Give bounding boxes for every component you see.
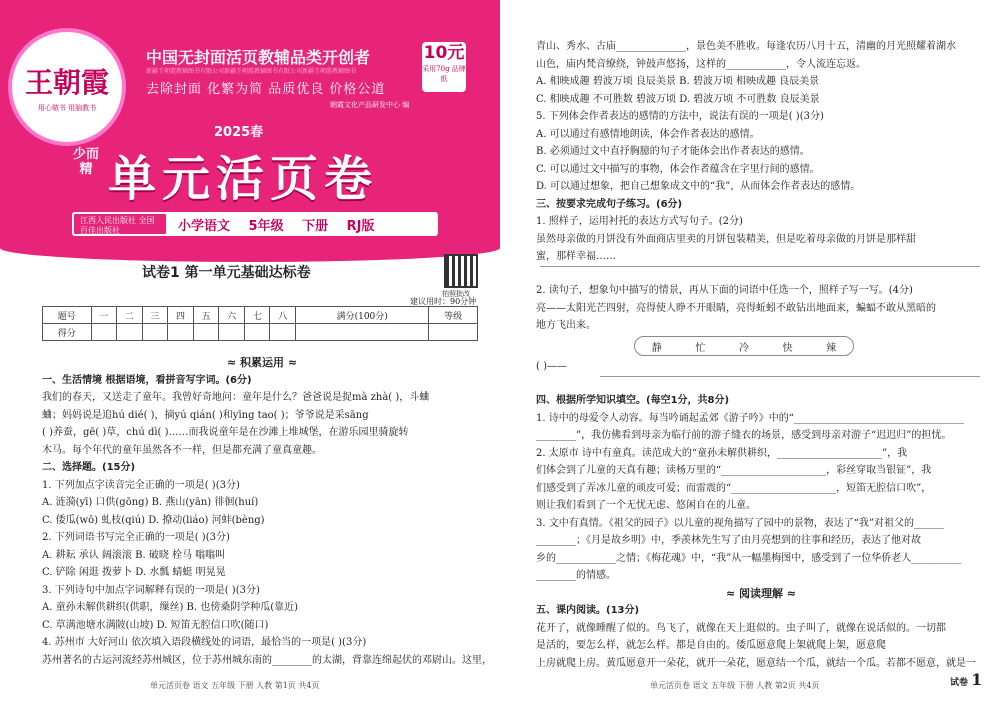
text-line: 花开了，就像睡醒了似的。鸟飞了，就像在天上逛似的。虫子叫了，就像在说话似的。一切都 <box>536 622 946 634</box>
score-cell[interactable] <box>270 324 296 341</box>
text-line: 山色，庙内梵音缭绕，钟鼓声悠扬，这样的____________，令人流连忘返。 <box>536 58 866 70</box>
text-line: C. 可以通过文中描写的事物，体会作者蕴含在字里行间的感情。 <box>536 163 820 175</box>
score-header-cell: 等级 <box>429 307 478 324</box>
word-option[interactable]: 忙 <box>695 342 706 354</box>
text-line: C. 相映成趣 不可胜数 碧波万顷 D. 碧波万顷 不可胜数 良辰美景 <box>536 93 820 105</box>
text-line: 2. 太原市 诗中有童真。读范成大的“童孙未解供耕织，_____________________”，我 <box>536 447 908 459</box>
text-line: 们感受到了弄冰儿童的顽皮可爱；而雷震的“_____________________，短笛无腔信口吹”， <box>536 482 932 494</box>
text-line: 四、根据所学知识填空。(每空1分，共8分) <box>536 395 730 406</box>
right-top <box>536 38 986 266</box>
left-questions <box>42 372 492 670</box>
text-line: 乡的____________之情；《梅花魂》中，“我”从一幅墨梅图中，感受到了一位华侨老人__________ <box>536 552 962 564</box>
text-line: A. 可以通过有感情地朗读，体会作者表达的感情。 <box>536 128 760 140</box>
text-line: 1. 诗中的母爱令人动容。每当吟诵起孟郊《游子吟》中的“__________________________________ <box>536 412 964 424</box>
score-cell[interactable] <box>193 324 219 341</box>
score-cell[interactable] <box>142 324 168 341</box>
text-line: 我们的春天，又送走了童年。我曾好奇地问：童年是什么？爸爸说是捉mà zhà( )，斗蛐 <box>42 392 430 403</box>
text-line: 2. 读句子，想象句中描写的情景，再从下面的词语中任选一个，照样子写一写。(4分) <box>536 285 913 296</box>
subject: 小学语文 <box>178 218 231 234</box>
term: 下册 <box>302 218 329 234</box>
text-line: 则让我们看到了一个无忧无虑、悠闲自在的儿童。 <box>536 500 756 511</box>
word-option[interactable]: 静 <box>651 342 662 354</box>
text-line: 3. 文中有真情。《祖父的园子》以儿童的视角描写了园中的景物，表达了“我”对祖父的______ <box>536 517 944 529</box>
score-header-cell: 七 <box>244 307 270 324</box>
score-cell[interactable] <box>244 324 270 341</box>
text-line: A. 涟漪(yī) 口供(gōng) B. 燕山(yān) 徘徊(huí) <box>42 497 259 508</box>
text-line: 苏州著名的古运河流经苏州城区，位于苏州城东南的________的太湖，背靠连绵起伏的邓尉山。这里， <box>42 654 492 666</box>
score-table <box>42 306 478 341</box>
text-line: A. 童孙未解供耕织(供职，缫丝) B. 也傍桑阴学种瓜(靠近) <box>42 602 299 613</box>
score-header-cell: 题号 <box>43 307 92 324</box>
text-line: A. 相映成趣 碧波万顷 良辰美景 B. 碧波万顷 相映成趣 良辰美景 <box>536 76 820 87</box>
info-bar <box>72 212 438 236</box>
text-line: D. 可以通过想象，把自己想象成文中的“我”，从而体会作者表达的感情。 <box>536 181 861 192</box>
text-line: 二、选择题。(15分) <box>42 462 136 473</box>
text-line: 木马。每个年代的童年虽然各不一样，但是都充满了童真童趣。 <box>42 444 322 456</box>
logo-name: 王朝霞 <box>24 66 109 99</box>
text-line: 三、按要求完成句子练习。(6分) <box>536 198 683 210</box>
text-line: 5. 下列体会作者表达的感情的方法中，说法有误的一项是( )(3分) <box>536 111 824 122</box>
text-line: 是活的，要怎么样，就怎么样。都是自由的。倭瓜愿意爬上架就爬上架，愿意爬 <box>536 640 886 651</box>
qr-code-icon[interactable] <box>444 254 478 288</box>
text-line: ________”，我仿佛看到母亲为临行前的游子缝衣的场景，感受到母亲对游子“迟迟归”的担忧。 <box>536 430 952 441</box>
page-footer-2: 单元活页卷 语文 五年级 下册 人教 第2页 共4页 <box>650 681 820 690</box>
text-line: C. 铲除 闲逛 拨萝卜 D. 水瓢 蜻蜓 明晃晃 <box>42 567 226 578</box>
score-header-cell: 八 <box>270 307 296 324</box>
tiny-text: 新疆王朝霞教辅图书有限公司新疆王朝霞教辅图书有限公司新疆王朝霞教辅图书 <box>146 68 357 75</box>
publisher: 江西人民出版社 全国百佳出版社 <box>72 212 168 236</box>
text-line: B. 必须通过文中直抒胸臆的句子才能体会出作者表达的感情。 <box>536 146 810 157</box>
text-line: 上房就爬上房。黄瓜愿意开一朵花，就开一朵花，愿意结一个瓜，就结一个瓜。若都不愿意，就是一 <box>536 657 976 669</box>
score-header-cell: 三 <box>142 307 168 324</box>
edition-year: 2025春 <box>214 125 264 140</box>
text-line: 1. 下列加点字读音完全正确的一项是( )(3分) <box>42 479 240 491</box>
text-line: 2. 下列词语书写完全正确的一项是( )(3分) <box>42 532 230 543</box>
brand-logo <box>8 28 126 146</box>
answer-stub[interactable]: ( )—— <box>536 361 567 372</box>
slogan-main: 中国无封面活页教辅品类开创者 <box>146 48 371 67</box>
score-row-label: 得分 <box>43 324 92 341</box>
price-badge: 10元 采用70g 品牌纸 <box>422 42 466 92</box>
text-line: 1. 照样子，运用衬托的表达方式写句子。(2分) <box>536 216 743 227</box>
score-cell[interactable] <box>219 324 245 341</box>
score-cell[interactable] <box>117 324 143 341</box>
text-line: 一、生活情境 根据语境，看拼音写字词。(6分) <box>42 374 252 386</box>
text-line: 蛐；妈妈说是追hú dié( )，摘yú qián( )和yīng tao( )；爷爷说是采sāng <box>42 409 369 421</box>
slogan-sub: 去除封面 化繁为简 品质优良 价格公道 <box>146 82 386 97</box>
score-header-cell: 二 <box>117 307 143 324</box>
score-header-cell: 四 <box>168 307 194 324</box>
text-line: C. 草满池塘水满陂(山坡) D. 短笛无腔信口吹(随口) <box>42 619 269 631</box>
text-line: 亮——太阳光芒四射，亮得使人睁不开眼睛，亮得蚯蚓不敢钻出地面来，蝙蝠不敢从黑暗的 <box>536 302 936 314</box>
word-option[interactable]: 快 <box>782 342 793 354</box>
grade: 5年级 <box>248 218 284 234</box>
text-line: 们体会到了儿童的天真有趣；读杨万里的“_____________________，彩丝穿取当银钲”，我 <box>536 465 932 476</box>
test-title: 试卷1 第一单元基础达标卷 <box>142 265 311 281</box>
right-page <box>500 0 1000 708</box>
text-line: C. 倭瓜(wō) 虬枝(qiú) D. 撩动(liáo) 河蚌(bèng) <box>42 514 265 526</box>
word-option[interactable]: 辣 <box>826 342 837 354</box>
score-header-cell: 一 <box>91 307 117 324</box>
score-cell[interactable] <box>429 324 478 341</box>
text-line: 虽然母亲做的月饼没有外面商店里卖的月饼包装精美，但是吃着母亲做的月饼是那样甜 <box>536 233 916 245</box>
text-line: 蜜，那样幸福…… <box>536 251 616 262</box>
qr-label: 拍照批改 <box>442 290 470 298</box>
logo-sub: 用心做书 用脑教书 <box>37 104 97 112</box>
text-line: 青山、秀水、古庙______________，景色美不胜收。每逢农历八月十五，清幽的月光照耀着湖水 <box>536 41 956 52</box>
score-cell[interactable] <box>91 324 117 341</box>
section-heading-accumulate: ≈ 积累运用 ≈ <box>226 356 298 369</box>
edition: RJ版 <box>346 218 375 234</box>
editor-credit: 朝霞文化产品研发中心 编 <box>330 101 410 109</box>
score-header-cell: 六 <box>219 307 245 324</box>
word-option[interactable]: 冷 <box>738 342 749 354</box>
text-line: ________的情感。 <box>536 570 616 581</box>
cover-banner <box>0 0 500 248</box>
text-line: 五、课内阅读。(13分) <box>536 605 640 616</box>
text-line: 4. 苏州市 大好河山 依次填入语段横线处的词语，最恰当的一项是( )(3分) <box>42 637 367 648</box>
answer-line[interactable] <box>540 266 980 267</box>
text-line: ________；《月是故乡明》中，季羡林先生写了由月亮想到的往事和经历，表达了他对故 <box>536 535 921 546</box>
score-cell[interactable] <box>168 324 194 341</box>
series-label: 少而精 <box>72 147 99 177</box>
paper-badge: 试卷 1 <box>950 670 983 689</box>
suggested-time: 建议用时：90分钟 <box>410 297 477 306</box>
text-line: 地方飞出来。 <box>536 320 596 331</box>
answer-line[interactable] <box>600 376 980 377</box>
score-cell[interactable] <box>296 324 429 341</box>
score-header-cell: 五 <box>193 307 219 324</box>
book-title: 单元活页卷 <box>108 151 379 207</box>
text-line: A. 耕耘 承认 阔滚滚 B. 破晓 栓马 嗡嗡叫 <box>42 549 226 561</box>
word-choice-box <box>634 336 854 356</box>
text-line: 3. 下列诗句中加点字词解释有误的一项是( )(3分) <box>42 584 260 596</box>
score-header-cell: 满分(100分) <box>296 307 429 324</box>
section-heading-reading: ≈ 阅读理解 ≈ <box>725 586 797 600</box>
page-footer-1: 单元活页卷 语文 五年级 下册 人教 第1页 共4页 <box>150 681 320 690</box>
text-line: ( )养蚕，gē( )草，chú dì( )……而我说童年是在沙滩上堆城堡，在游乐园里骑旋转 <box>42 427 409 438</box>
